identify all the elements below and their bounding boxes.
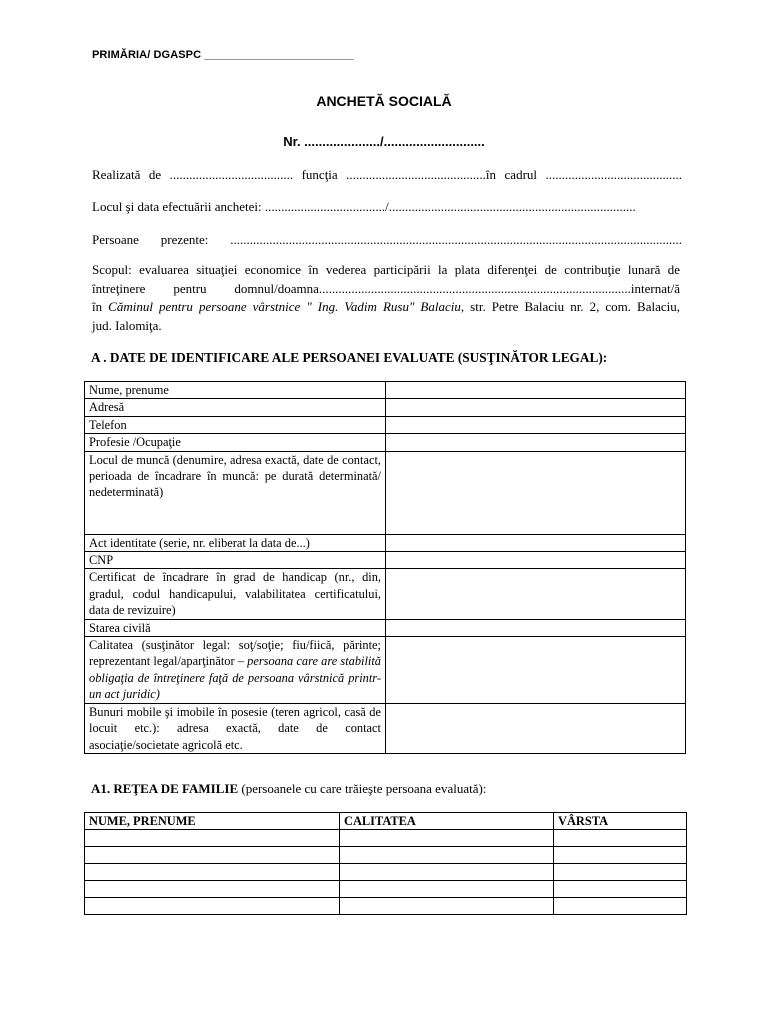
name-cell[interactable]	[85, 830, 340, 847]
table-row	[85, 416, 686, 433]
table-row	[85, 569, 686, 619]
age-cell[interactable]	[554, 847, 687, 864]
scope-line-3: în Căminul pentru persoane vârstnice " Ing. Vadim Rusu" Balaciu, str. Petre Balaciu nr. 2, com. Balaciu,	[92, 299, 680, 314]
relation-cell[interactable]	[340, 830, 554, 847]
locul-data-field: Locul şi data efectuării anchetei: ...................................../............................................................................	[92, 199, 636, 214]
row-label: Act identitate (serie, nr. eliberat la data de...)	[85, 534, 386, 551]
value-cell[interactable]	[386, 451, 686, 534]
table-row	[85, 637, 686, 704]
table-row	[85, 830, 687, 847]
value-cell[interactable]	[386, 399, 686, 416]
row-label: Adresă	[85, 399, 386, 416]
row-label: Locul de muncă (denumire, adresa exactă, date de contact, perioada de încadrare în muncă: pe durată determinată/ nedeterminată)	[85, 451, 386, 534]
value-cell[interactable]	[386, 434, 686, 451]
value-cell[interactable]	[386, 552, 686, 569]
column-header: NUME, PRENUME	[85, 813, 340, 830]
section-a-heading: A . DATE DE IDENTIFICARE ALE PERSOANEI EVALUATE (SUSŢINĂTOR LEGAL):	[91, 350, 608, 365]
document-number-line: Nr. ...................../............................	[283, 134, 485, 149]
table-row	[85, 434, 686, 451]
table-row	[85, 399, 686, 416]
column-header: VÂRSTA	[554, 813, 687, 830]
institution-name: Căminul pentru persoane vârstnice " Ing. Vadim Rusu" Balaciu	[108, 299, 461, 314]
value-cell[interactable]	[386, 416, 686, 433]
value-cell[interactable]	[386, 703, 686, 753]
row-label: Starea civilă	[85, 619, 386, 636]
table-row	[85, 451, 686, 534]
section-a1-heading: A1. REŢEA DE FAMILIE (persoanele cu care trăieşte persoana evaluată):	[91, 781, 487, 796]
name-cell[interactable]	[85, 864, 340, 881]
relation-cell[interactable]	[340, 881, 554, 898]
table-row	[85, 619, 686, 636]
calitatea-text: Calitatea (susţinător legal: soţ/soţie; fiu/fiică, părinte; reprezentant legal/aparţinător –	[89, 638, 381, 669]
name-cell[interactable]	[85, 898, 340, 915]
scope-line-1: Scopul: evaluarea situaţiei economice în vederea participării la plata diferenţei de contribuţie lunară de	[92, 262, 680, 277]
table-header-row	[85, 813, 687, 830]
table-row	[85, 864, 687, 881]
value-cell[interactable]	[386, 534, 686, 551]
value-cell[interactable]	[386, 619, 686, 636]
age-cell[interactable]	[554, 830, 687, 847]
table-row	[85, 847, 687, 864]
name-cell[interactable]	[85, 847, 340, 864]
row-label: Profesie /Ocupaţie	[85, 434, 386, 451]
calitatea-italic-text: persoana care are stabilită obligaţia de întreţinere faţă de persoana vârstnică printr-un act juridic)	[89, 654, 381, 702]
age-cell[interactable]	[554, 881, 687, 898]
age-cell[interactable]	[554, 898, 687, 915]
row-label: Nume, prenume	[85, 382, 386, 399]
age-cell[interactable]	[554, 864, 687, 881]
document-title: ANCHETĂ SOCIALĂ	[316, 93, 452, 109]
column-header: CALITATEA	[340, 813, 554, 830]
scope-paragraph	[92, 261, 680, 335]
family-network-table	[84, 812, 687, 915]
realizata-field: Realizată de ...................................... funcţia ...........................................în cadrul ..........................................	[92, 167, 682, 182]
value-cell[interactable]	[386, 569, 686, 619]
relation-cell[interactable]	[340, 898, 554, 915]
relation-cell[interactable]	[340, 847, 554, 864]
value-cell[interactable]	[386, 637, 686, 704]
scope-line-2: întreţinere pentru domnul/doamna................................................................................................internat/ă	[92, 280, 680, 296]
persoane-prezente-field: Persoane prezente: ...........................................................................................................................................	[92, 232, 682, 247]
table-row	[85, 534, 686, 551]
row-label: CNP	[85, 552, 386, 569]
table-row	[85, 552, 686, 569]
value-cell[interactable]	[386, 382, 686, 399]
scope-line-4: jud. Ialomiţa.	[92, 317, 162, 333]
table-row	[85, 881, 687, 898]
table-row	[85, 382, 686, 399]
row-label: Telefon	[85, 416, 386, 433]
row-label	[85, 637, 386, 704]
institution-header: PRIMĂRIA/ DGASPC ________________________	[92, 49, 354, 61]
name-cell[interactable]	[85, 881, 340, 898]
table-row	[85, 898, 687, 915]
relation-cell[interactable]	[340, 864, 554, 881]
row-label: Certificat de încadrare în grad de handicap (nr., din, gradul, codul handicapului, valabilitatea certificatului, data de revizuire)	[85, 569, 386, 619]
table-row	[85, 703, 686, 753]
row-label: Bunuri mobile şi imobile în posesie (teren agricol, casă de locuit etc.): adresa exactă, date de contact asociaţie/societate agricolă etc.	[85, 703, 386, 753]
identification-table	[84, 381, 686, 754]
